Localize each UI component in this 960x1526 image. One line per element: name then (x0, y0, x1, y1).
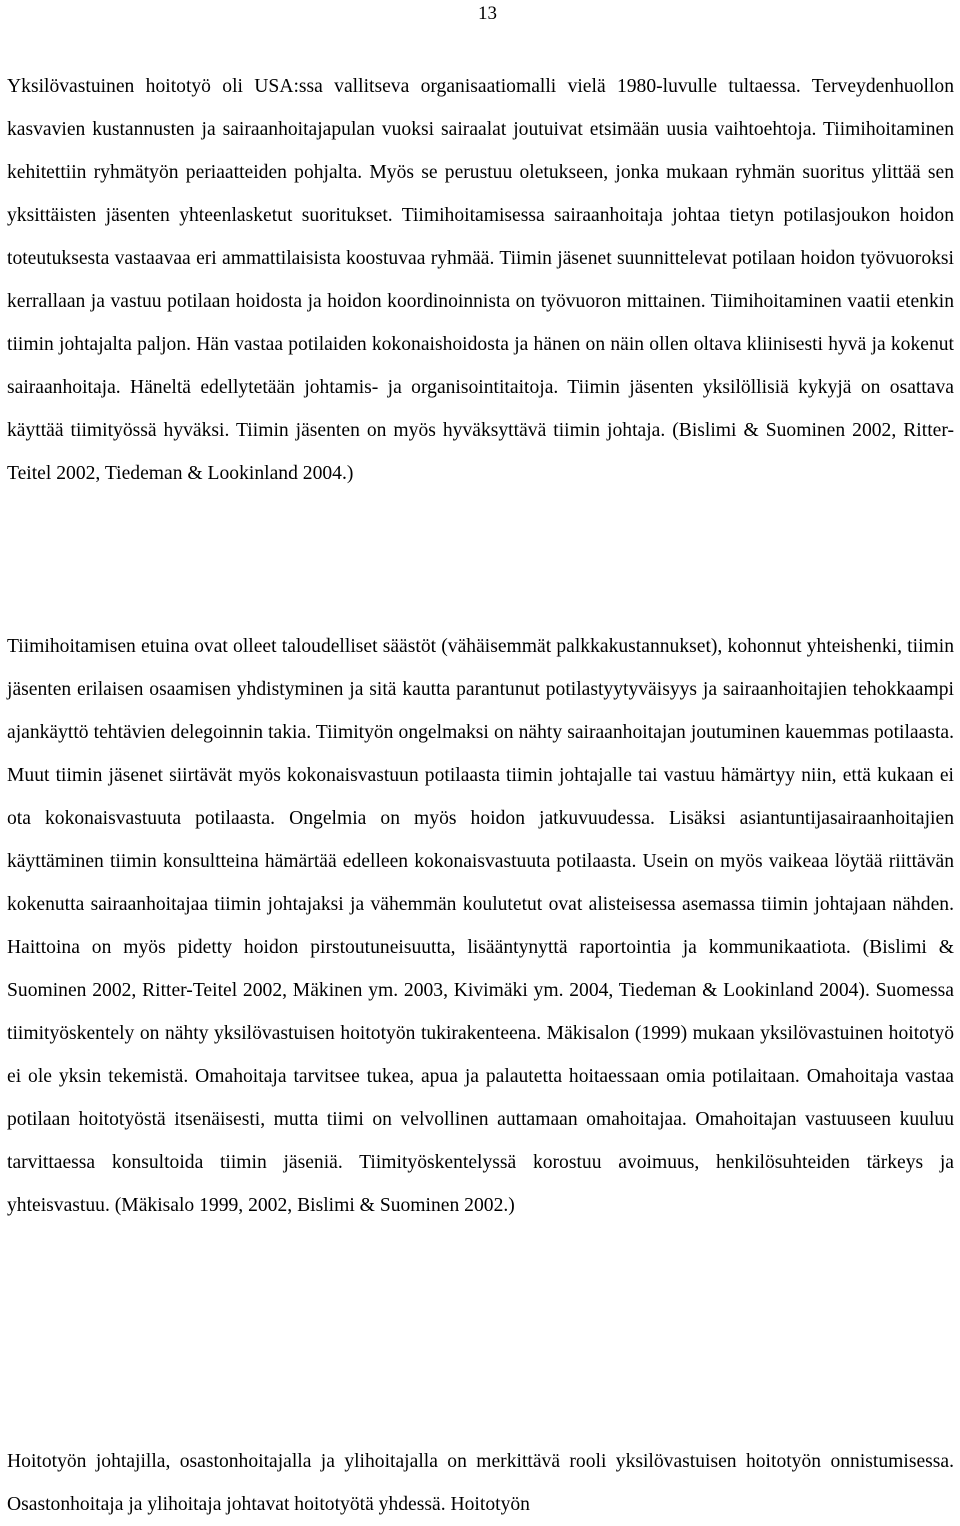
paragraph-2: Tiimihoitamisen etuina ovat olleet taloudelliset säästöt (vähäisemmät palkkakustannukset), kohonnut yhteishenki, tiimin jäsenten erilaisen osaamisen yhdistyminen ja sitä kautta parantunut potilastyytyväisyys ja sairaanhoitajien tehokkaampi ajankäyttö tehtävien delegoinnin takia. Tiimityön ongelmaksi on nähty sairaanhoitajan joutuminen kauemmas potilaasta. Muut tiimin jäsenet siirtävät myös kokonaisvastuun potilaasta tiimin johtajalle tai vastuu hämärtyy niin, että kukaan ei ota kokonaisvastuuta potilaasta. Ongelmia on myös hoidon jatkuvuudessa. Lisäksi asiantuntijasairaanhoitajien käyttäminen tiimin konsultteina hämärtää edelleen kokonaisvastuuta potilaasta. Usein on myös vaikeaa löytää riittävän kokenutta sairaanhoitajaa tiimin johtajaksi ja vähemmän koulutetut ovat alisteisessa asemassa tiimin johtajaan nähden. Haittoina on myös pidetty hoidon pirstoutuneisuutta, lisääntynyttä raportointia ja kommunikaatiota. (Bislimi & Suominen 2002, Ritter-Teitel 2002, Mäkinen ym. 2003, Kivimäki ym. 2004, Tiedeman & Lookinland 2004). Suomessa tiimityöskentely on nähty yksilövastuisen hoitotyön tukirakenteena. Mäkisalon (1999) mukaan yksilövastuinen hoitotyö ei ole yksin tekemistä. Omahoitaja tarvitsee tukea, apua ja palautetta hoitaessaan omia potilaitaan. Omahoitaja vastaa potilaan hoitotyöstä itsenäisesti, mutta tiimi on velvollinen auttamaan omahoitajaa. Omahoitajan vastuuseen kuuluu tarvittaessa konsultoida tiimin jäseniä. Tiimityöskentelyssä korostuu avoimuus, henkilösuhteiden tärkeys ja yhteisvastuu. (Mäkisalo 1999, 2002, Bislimi & Suominen 2002.) (7, 636, 954, 1216)
page-number: 13 (478, 3, 497, 24)
paragraph-1: Yksilövastuinen hoitotyö oli USA:ssa vallitseva organisaatiomalli vielä 1980-luvulle tultaessa. Terveydenhuollon kasvavien kustannusten ja sairaanhoitajapulan vuoksi sairaalat joutuivat etsimään uusia vaihtoehtoja. Tiimihoitaminen kehitettiin ryhmätyön periaatteiden pohjalta. Myös se perustuu oletukseen, jonka mukaan ryhmän suoritus ylittää sen yksittäisten jäsenten yhteenlasketut suoritukset. Tiimihoitamisessa sairaanhoitaja johtaa tietyn potilasjoukon hoidon toteutuksesta vastaavaa eri ammattilaisista koostuvaa ryhmää. Tiimin jäsenet suunnittelevat potilaan hoidon työvuoroksi kerrallaan ja vastuu potilaan hoidosta ja hoidon koordinoinnista on työvuoron mittainen. Tiimihoitaminen vaatii etenkin tiimin johtajalta paljon. Hän vastaa potilaiden kokonaishoidosta ja hänen on näin ollen oltava kliinisesti hyvä ja kokenut sairaanhoitaja. Häneltä edellytetään johtamis- ja organisointitaitoja. Tiimin jäsenten yksilöllisiä kykyjä on osattava käyttää tiimityössä hyväksi. Tiimin jäsenten on myös hyväksyttävä tiimin johtaja. (Bislimi & Suominen 2002, Ritter-Teitel 2002, Tiedeman & Lookinland 2004.) (7, 76, 954, 484)
paragraph-3: Hoitotyön johtajilla, osastonhoitajalla ja ylihoitajalla on merkittävä rooli yksilövastuisen hoitotyön onnistumisessa. Osastonhoitaja ja ylihoitaja johtavat hoitotyötä yhdessä. Hoitotyön (7, 1451, 954, 1515)
